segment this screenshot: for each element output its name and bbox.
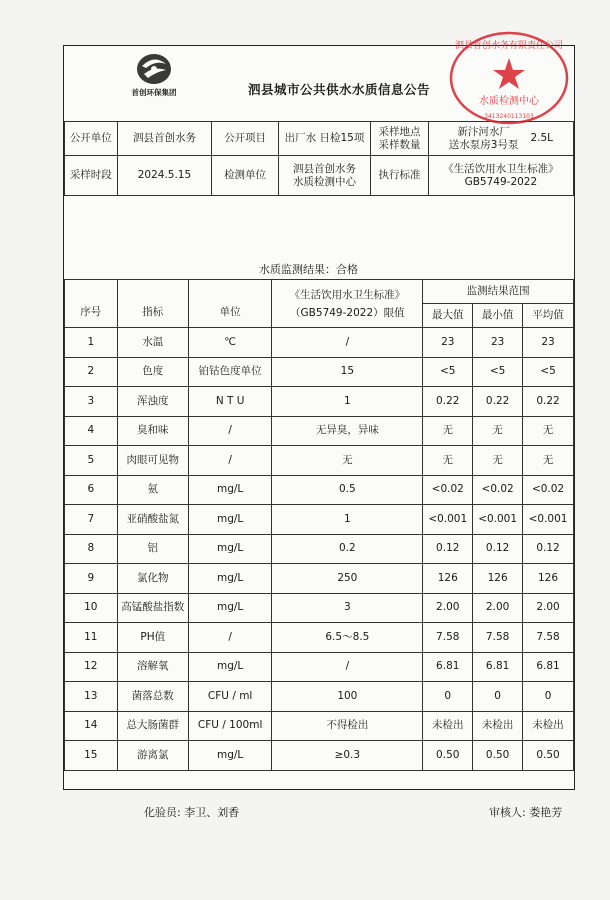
table-row (65, 564, 574, 594)
cell-no: 4 (65, 416, 118, 446)
cell-name: 总大肠菌群 (117, 711, 188, 741)
cell-limit: 无异臭，异味 (272, 416, 423, 446)
cell-unit: / (188, 416, 271, 446)
table-row (65, 416, 574, 446)
cell-min: <5 (473, 357, 523, 387)
table-row (65, 328, 574, 358)
cell-name: 肉眼可见物 (117, 446, 188, 476)
cell-limit: 3 (272, 593, 423, 623)
header-row-1 (65, 280, 574, 304)
cell-min: 未检出 (473, 711, 523, 741)
cell-avg: <0.001 (523, 505, 574, 535)
cell-avg: 无 (523, 446, 574, 476)
col-header-avg: 平均值 (523, 304, 574, 328)
site-value-cell (428, 122, 573, 156)
cell-unit: 铂钴色度单位 (188, 357, 271, 387)
cell-name: PH值 (117, 623, 188, 653)
cell-avg: 0 (523, 682, 574, 712)
cell-limit: 1 (272, 387, 423, 417)
cell-limit: 250 (272, 564, 423, 594)
cell-name: 游离氯 (117, 741, 188, 771)
cell-no: 10 (65, 593, 118, 623)
cell-avg: 无 (523, 416, 574, 446)
cell-max: <0.001 (423, 505, 473, 535)
unit-label: 检测单位 (212, 156, 279, 196)
table-row (65, 652, 574, 682)
cell-max: 0.12 (423, 534, 473, 564)
cell-avg: 7.58 (523, 623, 574, 653)
cell-min: 0 (473, 682, 523, 712)
meta-row-2 (65, 156, 574, 196)
item-label: 公开项目 (212, 122, 279, 156)
cell-unit: mg/L (188, 652, 271, 682)
cell-max: 2.00 (423, 593, 473, 623)
meta-table (64, 121, 574, 196)
time-value: 2024.5.15 (117, 156, 212, 196)
cell-no: 11 (65, 623, 118, 653)
cell-min: 无 (473, 446, 523, 476)
reviewer-label: 审核人: 娄艳芳 (489, 806, 563, 819)
cell-name: 浑浊度 (117, 387, 188, 417)
cell-max: 0.50 (423, 741, 473, 771)
cell-no: 1 (65, 328, 118, 358)
cell-unit: ℃ (188, 328, 271, 358)
item-value: 出厂水 日检15项 (278, 122, 370, 156)
cell-limit: 不得检出 (272, 711, 423, 741)
site-label: 采样地点 采样数量 (371, 122, 429, 156)
cell-avg: 23 (523, 328, 574, 358)
standard-label: 执行标准 (371, 156, 429, 196)
cell-name: 氨 (117, 475, 188, 505)
cell-limit: 0.5 (272, 475, 423, 505)
col-header-range: 监测结果范围 (423, 280, 574, 304)
cell-limit: 0.2 (272, 534, 423, 564)
cell-max: 0 (423, 682, 473, 712)
cell-limit: 100 (272, 682, 423, 712)
cell-name: 亚硝酸盐氮 (117, 505, 188, 535)
logo-text: 首创环保集团 (131, 88, 177, 97)
cell-min: 126 (473, 564, 523, 594)
cell-no: 2 (65, 357, 118, 387)
col-header-unit: 单位 (188, 280, 271, 328)
cell-avg: <5 (523, 357, 574, 387)
cell-unit: mg/L (188, 505, 271, 535)
cell-avg: 2.00 (523, 593, 574, 623)
cell-min: <0.001 (473, 505, 523, 535)
table-row (65, 682, 574, 712)
cell-avg: 0.12 (523, 534, 574, 564)
cell-min: 0.12 (473, 534, 523, 564)
cell-no: 8 (65, 534, 118, 564)
cell-name: 铝 (117, 534, 188, 564)
cell-avg: 6.81 (523, 652, 574, 682)
inspector-label: 化验员: 李卫、刘香 (144, 806, 240, 819)
cell-no: 12 (65, 652, 118, 682)
cell-min: 6.81 (473, 652, 523, 682)
unit-value: 泗县首创水务 水质检测中心 (278, 156, 370, 196)
cell-no: 5 (65, 446, 118, 476)
cell-no: 14 (65, 711, 118, 741)
cell-name: 溶解氧 (117, 652, 188, 682)
publisher-value: 泗县首创水务 (117, 122, 212, 156)
official-stamp (448, 30, 570, 126)
cell-limit: 15 (272, 357, 423, 387)
cell-unit: mg/L (188, 475, 271, 505)
svg-text:泗县首创水务有限责任公司: 泗县首创水务有限责任公司 (454, 41, 564, 51)
cell-avg: 未检出 (523, 711, 574, 741)
cell-unit: CFU / ml (188, 682, 271, 712)
cell-name: 氯化物 (117, 564, 188, 594)
table-row (65, 741, 574, 771)
cell-no: 7 (65, 505, 118, 535)
cell-limit: 无 (272, 446, 423, 476)
table-row (65, 593, 574, 623)
cell-no: 6 (65, 475, 118, 505)
cell-no: 15 (65, 741, 118, 771)
cell-min: 23 (473, 328, 523, 358)
col-header-indicator: 指标 (117, 280, 188, 328)
cell-max: <5 (423, 357, 473, 387)
cell-min: 无 (473, 416, 523, 446)
sample-quantity: 2.5L (530, 132, 554, 144)
svg-text:3413240113103: 3413240113103 (484, 113, 534, 120)
cell-name: 高锰酸盐指数 (117, 593, 188, 623)
cell-unit: mg/L (188, 564, 271, 594)
cell-limit: ≥0.3 (272, 741, 423, 771)
cell-max: 未检出 (423, 711, 473, 741)
cell-unit: CFU / 100ml (188, 711, 271, 741)
col-header-min: 最小值 (473, 304, 523, 328)
cell-no: 3 (65, 387, 118, 417)
table-row (65, 623, 574, 653)
cell-max: <0.02 (423, 475, 473, 505)
logo-mark-icon (134, 52, 174, 86)
cell-limit: / (272, 652, 423, 682)
cell-min: 2.00 (473, 593, 523, 623)
cell-no: 9 (65, 564, 118, 594)
cell-min: 7.58 (473, 623, 523, 653)
table-row (65, 534, 574, 564)
col-header-index: 序号 (65, 280, 118, 328)
cell-avg: 0.50 (523, 741, 574, 771)
cell-name: 水温 (117, 328, 188, 358)
cell-max: 6.81 (423, 652, 473, 682)
cell-name: 臭和味 (117, 416, 188, 446)
cell-no: 13 (65, 682, 118, 712)
notice-sheet (63, 45, 575, 819)
cell-unit: N T U (188, 387, 271, 417)
cell-limit: 1 (272, 505, 423, 535)
cell-name: 色度 (117, 357, 188, 387)
cell-max: 23 (423, 328, 473, 358)
cell-avg: 0.22 (523, 387, 574, 417)
cell-min: <0.02 (473, 475, 523, 505)
meta-row-1 (65, 122, 574, 156)
cell-unit: mg/L (188, 741, 271, 771)
table-row (65, 387, 574, 417)
table-row (65, 475, 574, 505)
cell-unit: mg/L (188, 593, 271, 623)
cell-max: 7.58 (423, 623, 473, 653)
cell-max: 126 (423, 564, 473, 594)
table-row (65, 357, 574, 387)
table-row (65, 446, 574, 476)
cell-min: 0.50 (473, 741, 523, 771)
result-text: 水质监测结果：合格 (259, 263, 358, 276)
cell-limit: / (272, 328, 423, 358)
cell-max: 无 (423, 446, 473, 476)
cell-unit: / (188, 446, 271, 476)
company-logo (114, 52, 194, 100)
svg-text:水质检测中心: 水质检测中心 (479, 96, 539, 107)
cell-unit: / (188, 623, 271, 653)
col-header-max: 最大值 (423, 304, 473, 328)
cell-max: 0.22 (423, 387, 473, 417)
table-row (65, 505, 574, 535)
cell-max: 无 (423, 416, 473, 446)
time-label: 采样时段 (65, 156, 118, 196)
cell-avg: <0.02 (523, 475, 574, 505)
table-row (65, 711, 574, 741)
cell-unit: mg/L (188, 534, 271, 564)
site-value: 新汴河水厂 送水泵房3号泵 (448, 125, 519, 151)
cell-limit: 6.5～8.5 (272, 623, 423, 653)
publisher-label: 公开单位 (65, 122, 118, 156)
standard-value: 《生活饮用水卫生标准》 GB5749-2022 (428, 156, 573, 196)
cell-name: 菌落总数 (117, 682, 188, 712)
page-title: 泗县城市公共供水水质信息公告 (247, 82, 430, 97)
cell-avg: 126 (523, 564, 574, 594)
col-header-limit: 《生活饮用水卫生标准》 （GB5749-2022）限值 (272, 280, 423, 328)
stamp-seal-icon (448, 30, 570, 126)
data-table (64, 279, 574, 771)
cell-min: 0.22 (473, 387, 523, 417)
